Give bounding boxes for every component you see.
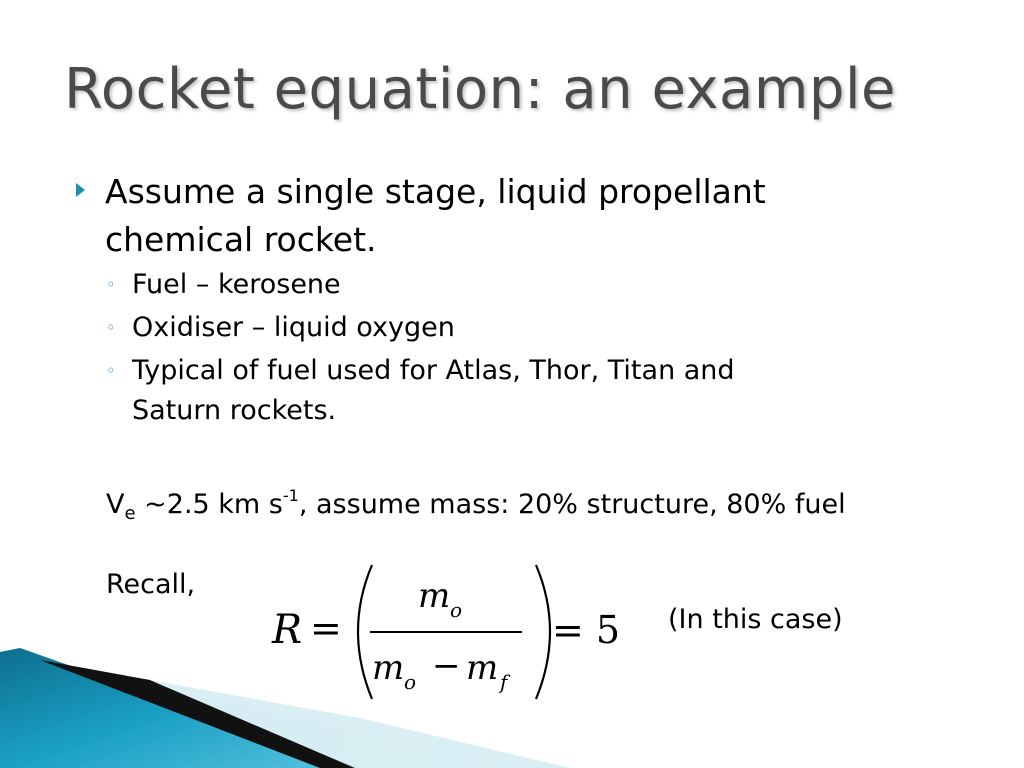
- left-parenthesis: [358, 565, 372, 699]
- denominator-subscript-2: f: [500, 670, 508, 694]
- slide-title: Rocket equation: an example: [64, 57, 896, 122]
- sub-bullet-circle-icon: ◦: [106, 275, 116, 294]
- main-bullet-line-2: chemical rocket.: [105, 220, 377, 259]
- recall-label: Recall,: [106, 569, 196, 600]
- equation-equals: =: [310, 606, 342, 650]
- ve-symbol: V: [106, 489, 125, 520]
- sub-bullet-typical-line-1: Typical of fuel used for Atlas, Thor, Titan and: [132, 355, 735, 386]
- sub-bullet-oxidiser: Oxidiser – liquid oxygen: [132, 312, 455, 343]
- sub-bullet-typical-line-2: Saturn rockets.: [132, 395, 337, 426]
- bullet-arrow-icon: [76, 183, 85, 197]
- denominator-minus: −: [432, 646, 461, 686]
- ve-value: ~2.5 km s: [135, 489, 283, 520]
- ve-mass-assumption: , assume mass: 20% structure, 80% fuel: [298, 489, 846, 520]
- numerator-subscript: o: [450, 598, 463, 622]
- sub-bullet-circle-icon: ◦: [106, 318, 116, 337]
- ve-subscript: e: [124, 503, 136, 524]
- in-this-case-note: (In this case): [668, 604, 843, 635]
- exhaust-velocity-statement: [106, 476, 846, 534]
- main-bullet-line-1: Assume a single stage, liquid propellant: [105, 172, 766, 211]
- ve-exponent: -1: [282, 486, 299, 505]
- numerator-m: m: [418, 576, 451, 616]
- right-parenthesis: [536, 565, 550, 699]
- sub-bullet-fuel: Fuel – kerosene: [132, 269, 341, 300]
- sub-bullet-circle-icon: ◦: [106, 361, 116, 380]
- mass-ratio-equation: [260, 555, 640, 710]
- denominator-m2: m: [466, 648, 499, 688]
- denominator-subscript-1: o: [404, 670, 417, 694]
- equation-result: = 5: [552, 608, 621, 652]
- denominator-m1: m: [372, 648, 405, 688]
- main-bullet: [105, 168, 766, 264]
- equation-lhs: R: [272, 607, 303, 653]
